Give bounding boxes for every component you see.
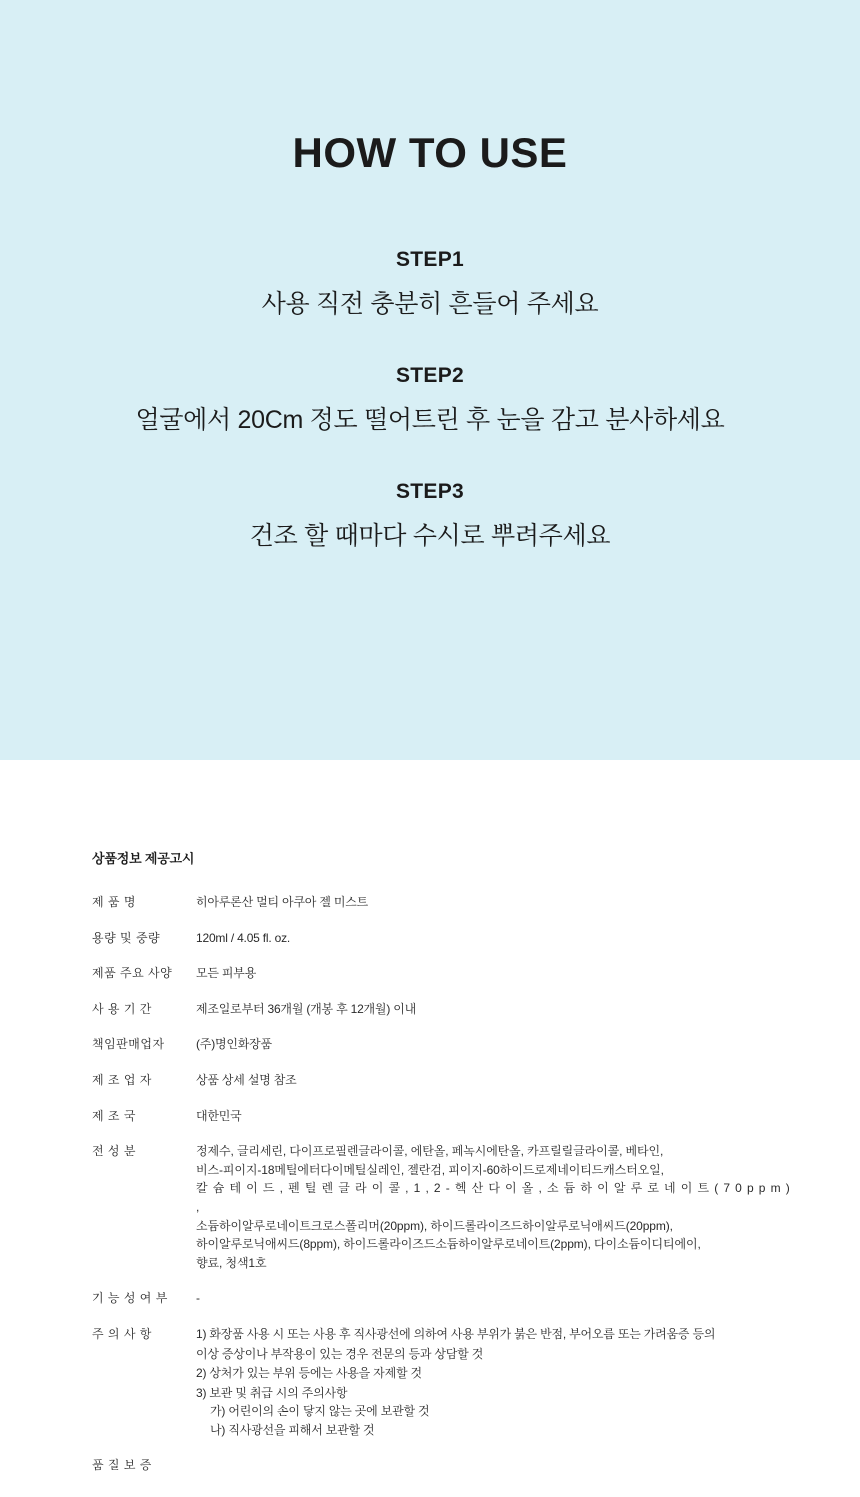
- ingredient-line: 비스-피이지-18메틸에터다이메틸실레인, 젤란검, 피이지-60하이드로제네이티드캐스터오일,: [196, 1162, 664, 1177]
- notice-line: 2) 상처가 있는 부위 등에는 사용을 자제할 것: [196, 1366, 422, 1381]
- row-label: 전 성 분: [92, 1144, 136, 1159]
- table-row-warranty: [92, 1456, 792, 1492]
- step-label: STEP3: [395, 480, 465, 504]
- ingredient-line: 향료, 청색1호: [196, 1255, 267, 1270]
- row-label: 제 품 명: [92, 895, 136, 909]
- ingredient-line: 칼 슘 테 이 드 , 펜 틸 렌 글 라 이 콜 , 1 , 2 - 헥 산 다 이 올 , 소 듐 하 이 알 루 로 네 이 트 ( 7 0 p p m ) ,: [196, 1181, 791, 1214]
- step-label: STEP2: [395, 364, 465, 388]
- product-info-section: [0, 760, 860, 1492]
- step-label: STEP1: [395, 248, 465, 272]
- row-label: 사 용 기 간: [92, 1001, 152, 1016]
- step-item: [0, 364, 860, 436]
- row-value: [196, 1142, 792, 1289]
- notice-subline: 가) 어린이의 손이 닿지 않는 곳에 보관할 것: [210, 1404, 430, 1419]
- table-row: [92, 1035, 792, 1071]
- row-value: 대한민국: [196, 1108, 242, 1123]
- notice-line: 1) 화장품 사용 시 또는 사용 후 직사광선에 의하여 사용 부위가 붉은 반점, 부어오름 또는 가려움증 등의: [196, 1326, 716, 1341]
- table-row: [92, 1000, 792, 1036]
- info-section-title: 상품정보 제공고시: [92, 851, 195, 866]
- table-row-functional: [92, 1289, 792, 1325]
- table-row: [92, 1107, 792, 1143]
- row-label: 품 질 보 증: [92, 1458, 152, 1473]
- row-label: 제품 주요 사양: [92, 966, 173, 981]
- row-value: 상품 상세 설명 참조: [196, 1072, 297, 1087]
- row-value: 모든 피부용: [196, 966, 257, 981]
- notice-line: 이상 증상이나 부작용이 있는 경우 전문의 등과 상담할 것: [196, 1346, 484, 1361]
- row-value: [196, 1456, 792, 1492]
- steps-list: [0, 248, 860, 552]
- ingredient-line: 소듐하이알루로네이트크로스폴리머(20ppm), 하이드롤라이즈드하이알루로닉애씨드(20ppm),: [196, 1218, 673, 1233]
- notice-subline: 나) 직사광선을 피해서 보관할 것: [210, 1422, 375, 1437]
- row-label: 책임판매업자: [92, 1037, 165, 1052]
- table-row: [92, 929, 792, 965]
- step-item: [0, 248, 860, 320]
- row-value: (주)명인화장품: [196, 1037, 272, 1052]
- row-value: 120ml / 4.05 fl. oz.: [196, 930, 291, 945]
- row-label: 제 조 국: [92, 1108, 136, 1123]
- row-value: [196, 1325, 792, 1457]
- row-label: 제 조 업 자: [92, 1072, 152, 1087]
- table-row: [92, 1071, 792, 1107]
- row-value: 히아루론산 멀티 아쿠아 젤 미스트: [196, 895, 369, 909]
- ingredient-line: 정제수, 글리세린, 다이프로필렌글라이콜, 에탄올, 페녹시에탄올, 카프릴릴글라이콜, 베타인,: [196, 1144, 664, 1159]
- row-value: -: [196, 1291, 200, 1306]
- row-label: 기 능 성 여 부: [92, 1291, 168, 1306]
- table-row-ingredients: [92, 1142, 792, 1289]
- row-label: 용량 및 중량: [92, 930, 161, 945]
- step-text: 사용 직전 충분히 흔들어 주세요: [261, 290, 599, 319]
- table-row: [92, 893, 792, 929]
- table-row: [92, 964, 792, 1000]
- step-text: 얼굴에서 20Cm 정도 떨어트린 후 눈을 감고 분사하세요: [135, 406, 725, 435]
- product-info-table: [92, 893, 792, 1492]
- ingredient-line: 하이알루로닉애씨드(8ppm), 하이드롤라이즈드소듐하이알루로네이트(2ppm), 다이소듐이디티에이,: [196, 1237, 701, 1252]
- step-text: 건조 할 때마다 수시로 뿌려주세요: [249, 522, 611, 551]
- row-value: 제조일로부터 36개월 (개봉 후 12개월) 이내: [196, 1001, 417, 1016]
- step-item: [0, 480, 860, 552]
- page-title: HOW TO USE: [292, 129, 568, 176]
- notice-line: 3) 보관 및 취급 시의 주의사항: [196, 1385, 348, 1400]
- row-label: 주 의 사 항: [92, 1326, 152, 1341]
- table-row-notice: [92, 1325, 792, 1457]
